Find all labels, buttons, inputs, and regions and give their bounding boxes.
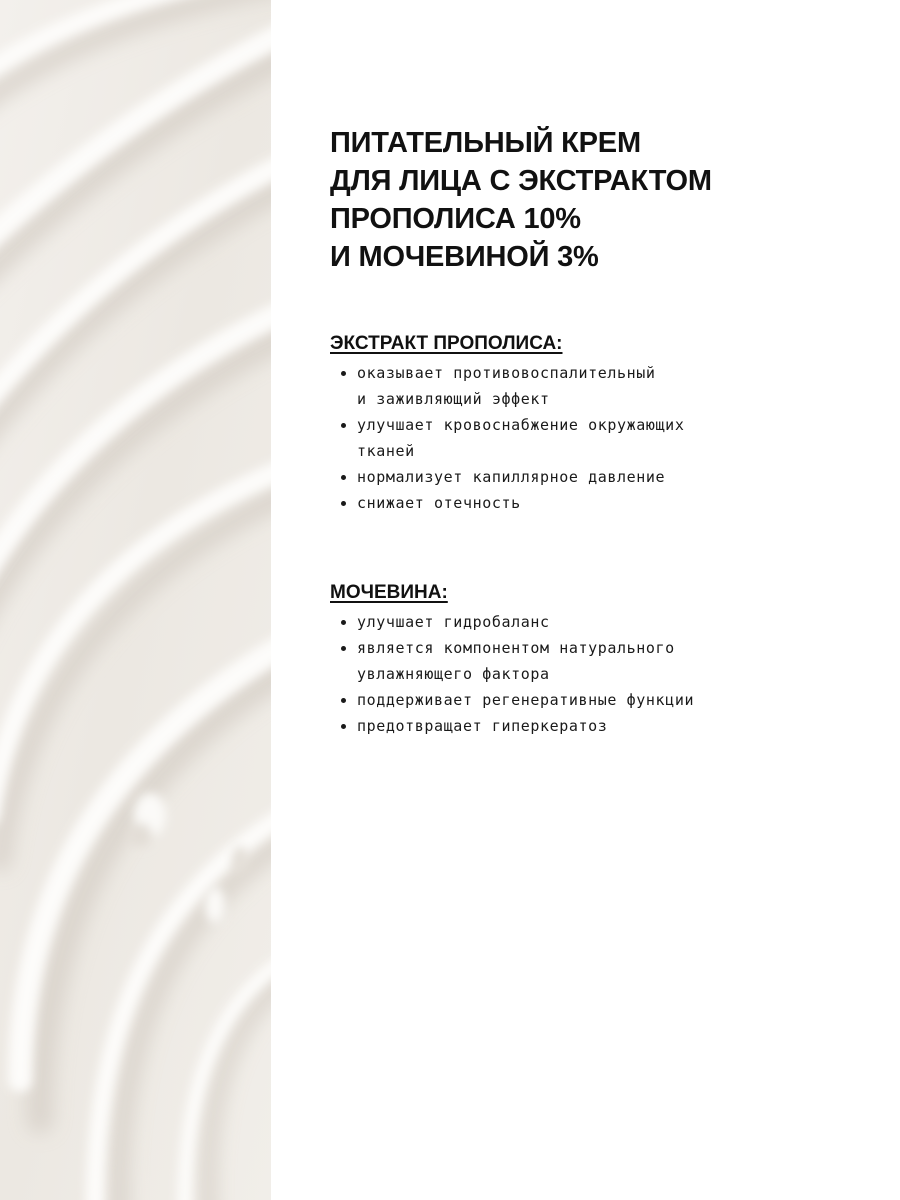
list-item-text: нормализует капиллярное давление xyxy=(357,468,666,486)
product-title-line: ПРОПОЛИСА 10% xyxy=(330,203,581,235)
product-title-line: ДЛЯ ЛИЦА С ЭКСТРАКТОМ xyxy=(330,165,712,197)
product-title-line: ПИТАТЕЛЬНЫЙ КРЕМ xyxy=(330,127,641,159)
propolis-section xyxy=(330,331,870,516)
list-item-text: поддерживает регенеративные функции xyxy=(357,691,695,709)
cream-texture-image xyxy=(0,0,271,1200)
product-title-line: И МОЧЕВИНОЙ 3% xyxy=(330,241,599,273)
list-item xyxy=(330,490,870,516)
bullet-icon xyxy=(341,475,346,480)
list-item xyxy=(330,360,870,412)
bullet-icon xyxy=(341,423,346,428)
bullet-icon xyxy=(341,620,346,625)
list-item xyxy=(330,412,870,464)
cream-swirl-graphic xyxy=(0,0,271,1200)
benefit-list xyxy=(330,609,870,739)
list-item xyxy=(330,687,870,713)
bullet-icon xyxy=(341,501,346,506)
list-item-text: улучшает гидробаланс xyxy=(357,613,550,631)
urea-section xyxy=(330,580,870,739)
list-item-text: предотвращает гиперкератоз xyxy=(357,717,608,735)
list-item-text: оказывает противовоспалительный и заживляющий эффект xyxy=(357,364,656,408)
benefit-list xyxy=(330,360,870,516)
list-item xyxy=(330,635,870,687)
list-item xyxy=(330,464,870,490)
section-heading: МОЧЕВИНА: xyxy=(330,582,448,603)
bullet-icon xyxy=(341,724,346,729)
list-item-text: снижает отечность xyxy=(357,494,521,512)
list-item xyxy=(330,713,870,739)
section-heading: ЭКСТРАКТ ПРОПОЛИСА: xyxy=(330,333,563,354)
list-item xyxy=(330,609,870,635)
product-description xyxy=(330,124,870,735)
bullet-icon xyxy=(341,646,346,651)
bullet-icon xyxy=(341,371,346,376)
list-item-text: улучшает кровоснабжение окружающих тканей xyxy=(357,416,685,460)
product-title xyxy=(330,124,870,276)
list-item-text: является компонентом натурального увлажняющего фактора xyxy=(357,639,675,683)
bullet-icon xyxy=(341,698,346,703)
